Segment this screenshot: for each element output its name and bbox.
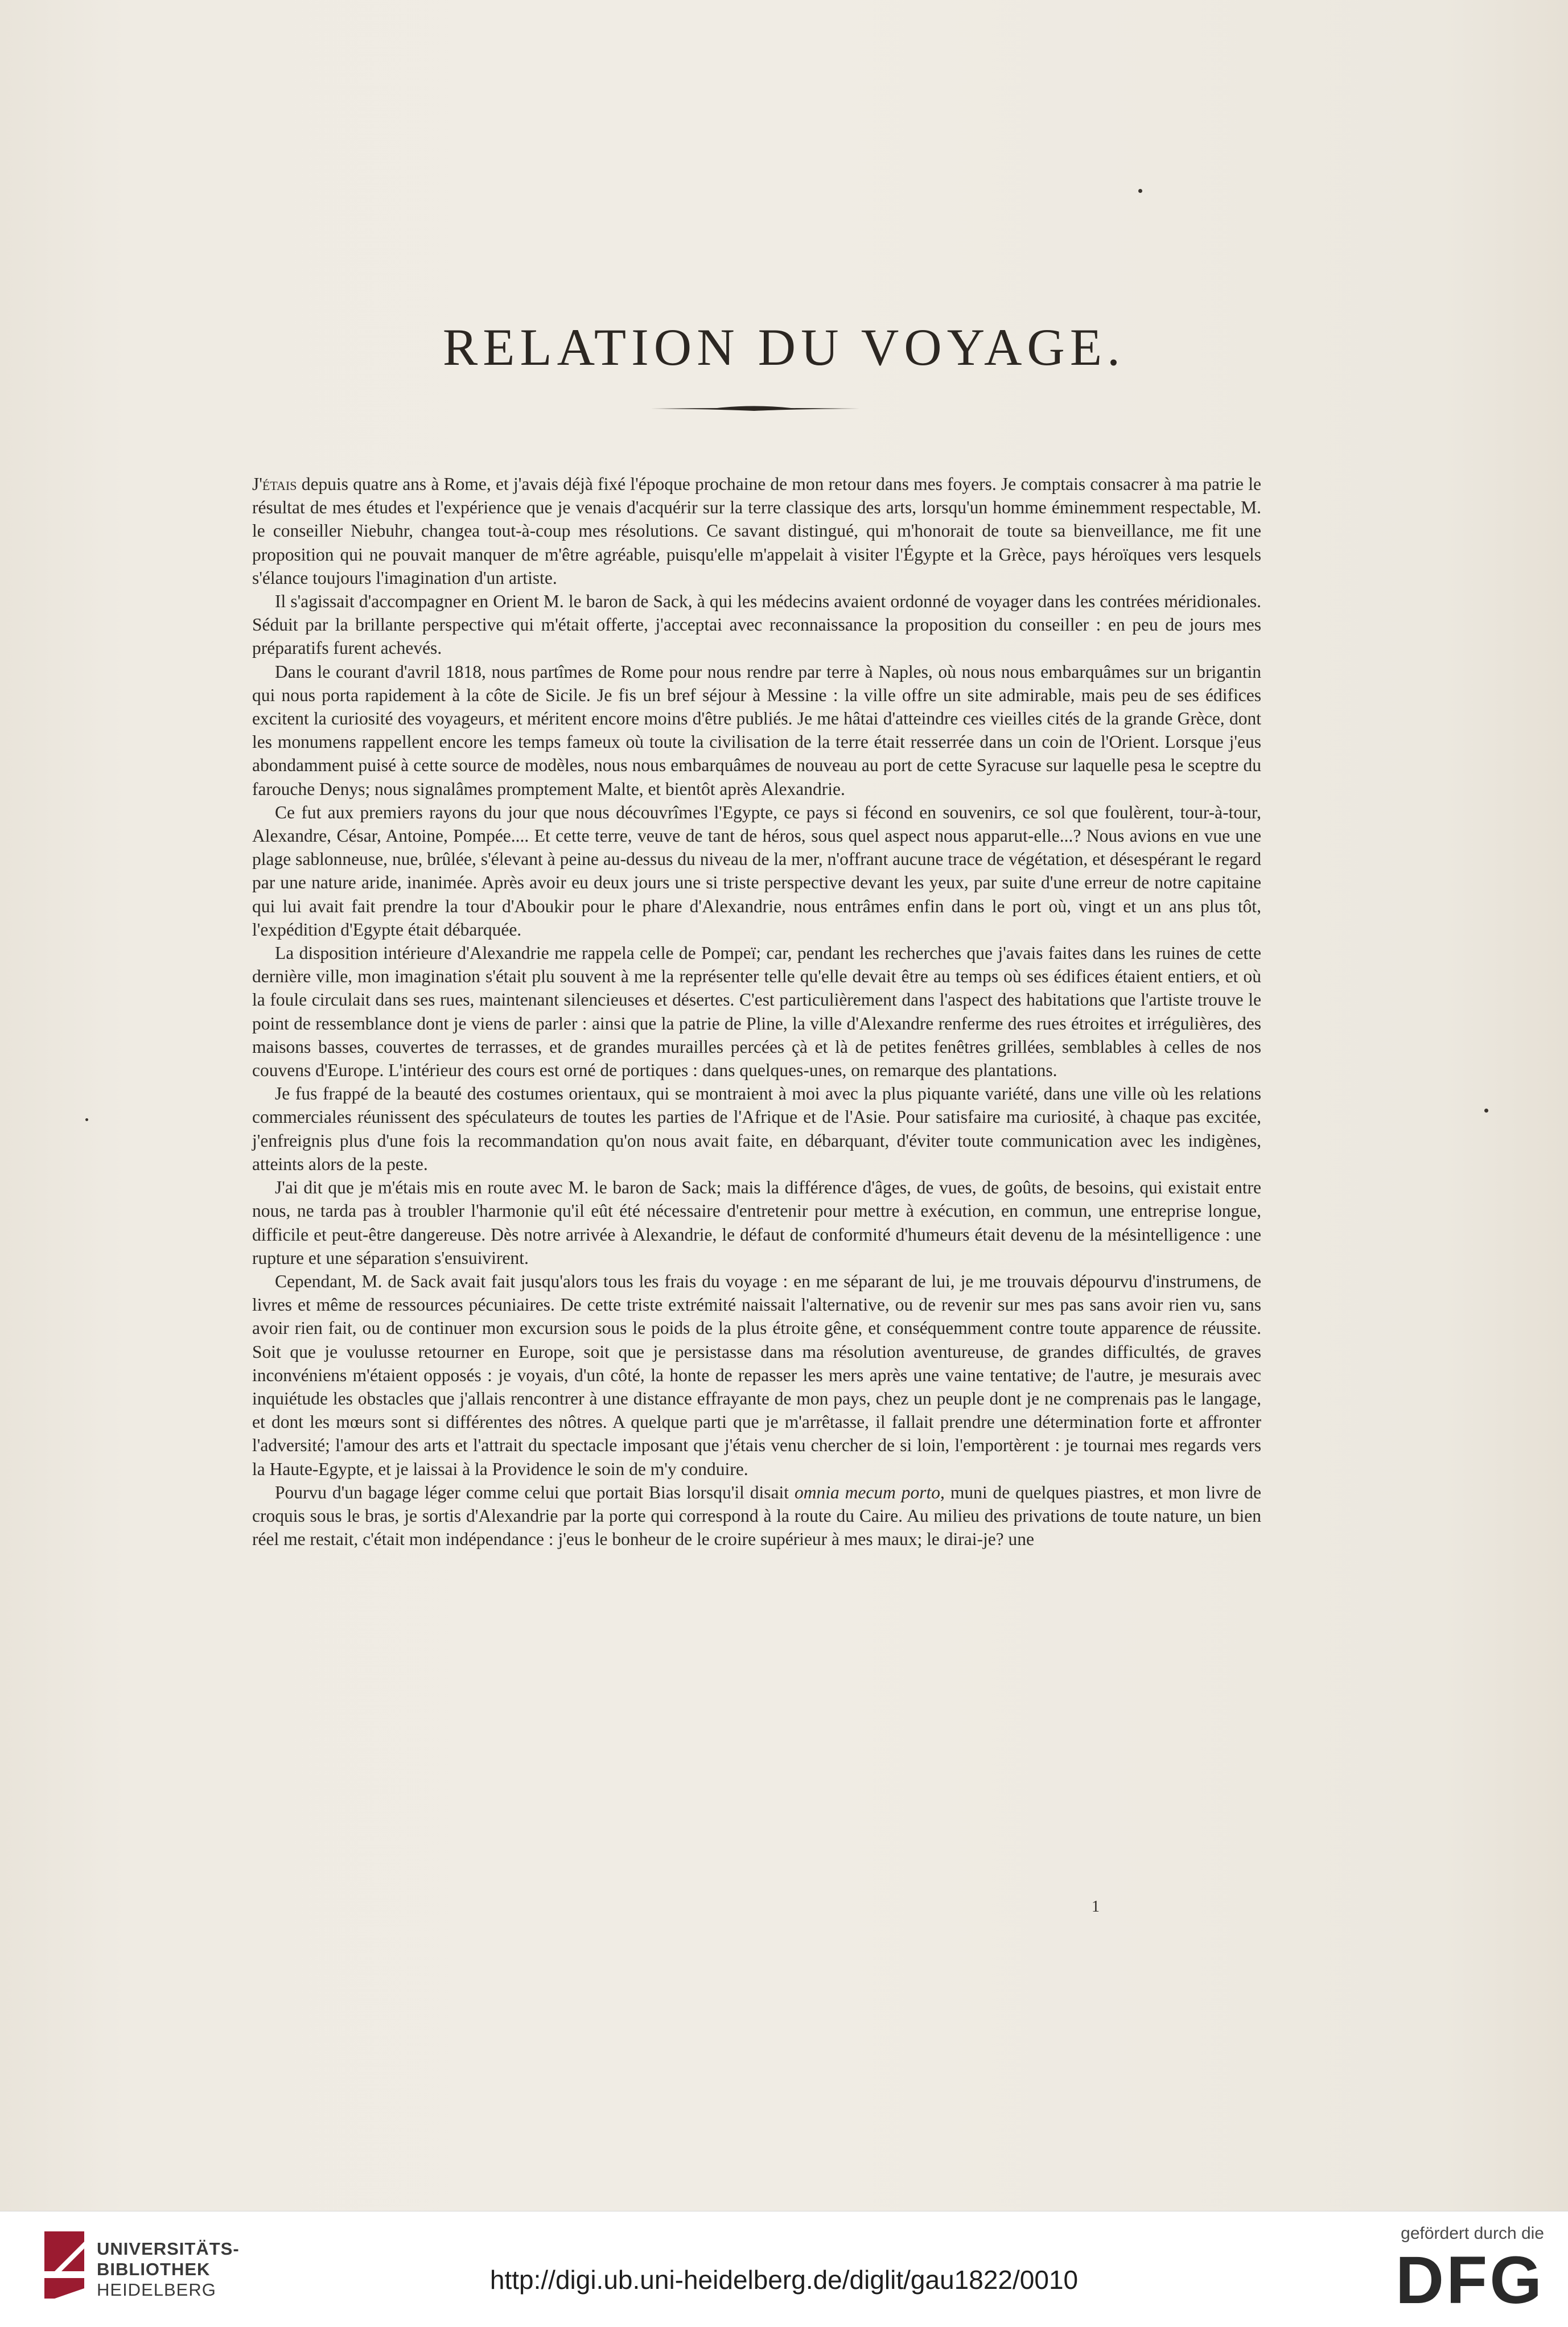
paragraph: Pourvu d'un bagage léger comme celui que portait Bias lorsqu'il disait omnia mecum porto, muni de quelques piastres, et mon livre de croquis sous le bras, je sortis d'Alexandrie par la porte qui correspond à la route du Caire. Au milieu des privations de toute nature, un bien réel me restait, c'était mon indépendance : j'eus le bonheur de le croire supérieur à mes maux; le dirai-je? une	[252, 1482, 1261, 1550]
page-number: 1	[1092, 1898, 1100, 1916]
paragraph: Dans le courant d'avril 1818, nous partîmes de Rome pour nous rendre par terre à Naples, où nous nous embarquâmes sur un brigantin qui nous porta rapidement à la côte de Sicile. Je fis un bref séjour à Messine : la ville offre un site admirable, mais peu de ses édifices excitent la curiosité des voyageurs, et méritent encore moins d'être publiés. Je me hâtai d'atteindre ces vieilles cités de la grande Grèce, dont les monumens rappellent encore les temps fameux où toute la civilisation de la terre était resserrée dans un coin de l'Orient. Lorsque j'eus abondamment puisé à cette source de modèles, nous nous embarquâmes de nouveau au port de cette Syracuse sur laquelle pesa le sceptre du farouche Denys; nous signalâmes promptement Malte, et bientôt après Alexandrie.	[252, 661, 1261, 799]
dfg-logo: DFG	[1395, 2243, 1544, 2318]
body-text	[252, 472, 1261, 1551]
paragraph: Je fus frappé de la beauté des costumes orientaux, qui se montraient à moi avec la plus piquante variété, dans une ville où les relations commerciales réunissent des spéculateurs de toutes les parties de l'Afrique et de l'Asie. Pour satisfaire ma curiosité, à chaque pas excitée, j'enfreignis plus d'une fois la recommandation qu'on nous avait faite, en débarquant, d'éviter toute communication avec les indigènes, atteints alors de la peste.	[252, 1084, 1261, 1174]
title-ornament	[649, 402, 859, 415]
latin-quote: omnia mecum porto	[794, 1482, 941, 1502]
paragraph: Il s'agissait d'accompagner en Orient M. le baron de Sack, à qui les médecins avaient ordonné de voyager dans les contrées méridionales. Séduit par la brillante perspective qui m'était offerte, j'acceptai avec reconnaissance la proposition du conseiller : en peu de jours mes préparatifs furent achevés.	[252, 591, 1261, 658]
footer-bar	[0, 2211, 1568, 2327]
paragraph: La disposition intérieure d'Alexandrie me rappela celle de Pompeï; car, pendant les recherches que j'avais faites dans les ruines de cette dernière ville, mon imagination s'était plu souvent à me la représenter telle qu'elle devait être au temps où ses édifices étaient entiers, et où la foule circulait dans ses rues, maintenant silencieuses et désertes. C'est particulièrement dans l'aspect des habitations que l'artiste trouve le point de ressemblance dont je viens de parler : ainsi que la patrie de Pline, la ville d'Alexandre renferme des rues étroites et irrégulières, des maisons basses, couvertes de terrasses, et de grandes murailles percées çà et là de petites fenêtres grillées, semblables à celles de nos couvens d'Europe. L'intérieur des cours est orné de portiques : dans quelques-unes, on remarque des plantations.	[252, 943, 1261, 1081]
paper-speck	[1138, 189, 1142, 193]
source-url-link[interactable]: http://digi.ub.uni-heidelberg.de/diglit/gau1822/0010	[489, 2265, 1079, 2295]
paragraph: J'étais depuis quatre ans à Rome, et j'avais déjà fixé l'époque prochaine de mon retour dans mes foyers. Je comptais consacrer à ma patrie le résultat de mes études et l'expérience que je venais d'acquérir sur la terre classique des arts, lorsqu'un homme éminemment respectable, M. le conseiller Niebuhr, changea tout-à-coup mes résolutions. Ce savant distingué, qui m'honorait de toute sa bienveillance, me fit une proposition qui ne pouvait manquer de m'être agréable, puisqu'elle m'appelait à visiter l'Égypte et la Grèce, pays héroïques vers lesquels s'élance toujours l'imagination d'un artiste.	[252, 474, 1261, 588]
page-title: RELATION DU VOYAGE.	[442, 318, 1126, 376]
paragraph: Ce fut aux premiers rayons du jour que nous découvrîmes l'Egypte, ce pays si fécond en souvenirs, ce sol que foulèrent, tour-à-tour, Alexandre, César, Antoine, Pompée.... Et cette terre, veuve de tant de héros, sous quel aspect nous apparut-elle...? Nous avions en vue une plage sablonneuse, nue, brûlée, s'élevant à peine au-dessus du niveau de la mer, n'offrant aucune trace de végétation, et désespérant le regard par une nature aride, inanimée. Après avoir eu deux jours une si triste perspective devant les yeux, par suite d'une erreur de notre capitaine qui lui avait fait prendre la tour d'Aboukir pour le phare d'Alexandrie, nous entrâmes enfin dans le port où, vingt et un ans plus tôt, l'expédition d'Egypte était débarquée.	[252, 802, 1261, 940]
paragraph: Cependant, M. de Sack avait fait jusqu'alors tous les frais du voyage : en me séparant de lui, je me trouvais dépourvu d'instrumens, de livres et même de ressources pécuniaires. De cette triste extrémité naissait l'alternative, ou de revenir sur mes pas sans avoir rien vu, sans avoir rien fait, ou de continuer mon excursion sous le poids de la plus étroite gêne, et conséquemment contre toute apparence de réussite. Soit que je voulusse retourner en Europe, soit que je persistasse dans ma résolution aventureuse, de grandes difficultés, de graves inconvéniens m'étaient opposés : je voyais, d'un côté, la honte de repasser les mers après une vaine tentative; de l'autre, je mesurais avec inquiétude les obstacles que j'allais rencontrer à une distance effrayante de mon pays, chez un peuple dont je ne comprenais pas le langage, et dont les mœurs sont si différentes des nôtres. A quelque parti que je m'arrêtasse, il fallait prendre une détermination forte et affronter l'adversité; l'amour des arts et l'attrait du spectacle imposant que j'étais venu chercher de si loin, l'emportèrent : je tournai mes regards vers la Haute-Egypte, et je laissai à la Providence le soin de m'y conduire.	[252, 1271, 1261, 1479]
paragraph: J'ai dit que je m'étais mis en route avec M. le baron de Sack; mais la différence d'âges, de vues, de goûts, de besoins, qui existait entre nous, ne tarda pas à troubler l'harmonie qu'il eût été nécessaire d'entretenir pour mettre à exécution, en commun, une entreprise longue, difficile et peut-être dangereuse. Dès notre arrivée à Alexandrie, le défaut de conformité d'humeurs était devenu de la mésintelligence : une rupture et une séparation s'ensuivirent.	[252, 1177, 1261, 1268]
funding-label: gefördert durch die	[1401, 2224, 1544, 2243]
paper-speck	[85, 1118, 88, 1121]
drop-word: J'étais	[252, 474, 297, 494]
paper-speck	[1484, 1109, 1488, 1113]
library-name: UNIVERSITÄTS- BIBLIOTHEK HEIDELBERG	[97, 2239, 240, 2300]
